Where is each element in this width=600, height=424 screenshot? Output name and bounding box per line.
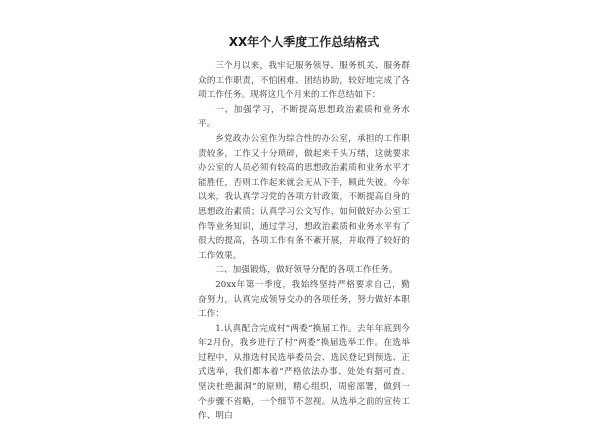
paragraph-item-1: 1.认真配合完成村“两委”换届工作。去年年底到今年2月份，我乡进行了村“两委”换届选举工作。在选举过程中，从推选村民选举委员会、选民登记到预选、正式选举，我们都本着“严格依法办事、处处有据可查、坚决杜绝漏洞”的原则，精心组织，周密部署，做到一个步骤不省略，一个细节不忽视。从选举之前的宣传工作、明白 — [198, 323, 410, 422]
document-title: XX年个人季度工作总结格式 — [228, 35, 380, 49]
heading-section-1: 一、加强学习，不断提高思想政治素质和业务水平。 — [198, 104, 410, 130]
paragraph-intro: 三个月以来，我牢记服务领导、服务机关、服务群众的工作职责，不怕困难、团结协助，较好地完成了各项工作任务。现将这几个月来的工作总结如下： — [198, 61, 410, 101]
paragraph-section-1: 乡党政办公室作为综合性的办公室，承担的工作职责较多，工作又十分琐碎，做起来千头万绪，这就要求办公室的人员必须有较高的思想政治素质和业务水平才能胜任，否则工作起来就会无从下手，顾此失彼。今年以来，我认真学习党的各项方针政策，不断提高自身的思想政治素质；认真学习公文写作、如何做好办公室工作等业务知识，通过学习，想政治素质和业务水平有了很大的提高，各项工作有条不紊开展，并取得了较好的工作效果。 — [198, 133, 410, 261]
document-body — [198, 34, 410, 424]
heading-section-2: 二、加强锻炼，做好领导分配的各项工作任务。 — [215, 265, 398, 276]
paragraph-section-2: 20xx年第一季度，我始终坚持严格要求自己，勤奋努力，认真完成领导交办的各项任务，努力做好本职工作： — [198, 279, 410, 320]
